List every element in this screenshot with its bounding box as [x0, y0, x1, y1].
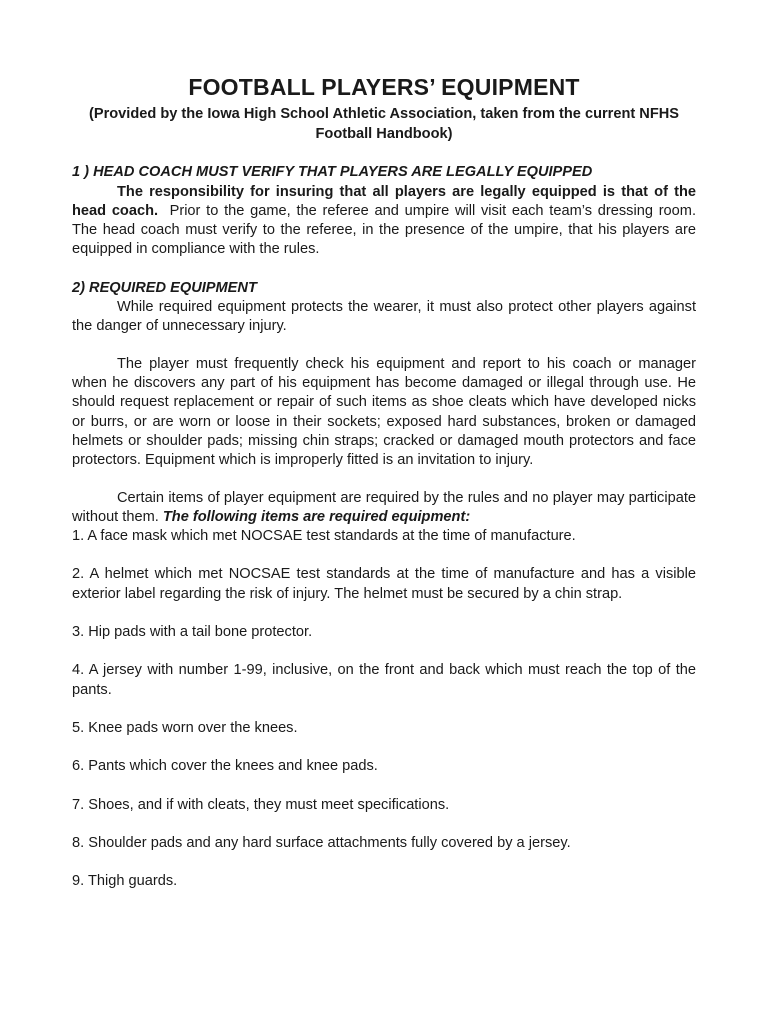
list-item: 2. A helmet which met NOCSAE test standards at the time of manufacture and has a visible exterior label regarding the risk of injury. The helmet must be secured by a chin strap.: [72, 566, 696, 602]
required-equipment-list: [72, 527, 696, 891]
list-item: 7. Shoes, and if with cleats, they must meet specifications.: [72, 796, 450, 813]
document-title: FOOTBALL PLAYERS’ EQUIPMENT: [188, 74, 580, 100]
section-required-equipment: [72, 279, 696, 892]
list-item: 4. A jersey with number 1-99, inclusive, on the front and back which must reach the top of the pants.: [72, 662, 696, 698]
section-1-paragraph: [72, 183, 696, 260]
list-item: 9. Thigh guards.: [72, 873, 178, 890]
section-1-heading: 1 ) HEAD COACH MUST VERIFY THAT PLAYERS ARE LEGALLY EQUIPPED: [72, 164, 593, 180]
section-head-coach: [72, 163, 696, 260]
section-1-bold-lead: The responsibility for insuring that all players are legally equipped is that of the head coach.: [72, 183, 696, 219]
list-item: 1. A face mask which met NOCSAE test standards at the time of manufacture.: [72, 528, 576, 545]
document-page: [72, 72, 696, 910]
section-2-paragraph-3-emphasis: The following items are required equipment:: [162, 508, 471, 525]
section-2-heading: 2) REQUIRED EQUIPMENT: [72, 279, 257, 296]
list-item: 5. Knee pads worn over the knees.: [72, 719, 298, 736]
document-subtitle: (Provided by the Iowa High School Athletic Association, taken from the current NFHS Football Handbook): [88, 106, 680, 142]
section-2-paragraph-2: The player must frequently check his equipment and report to his coach or manager when he discovers any part of his equipment has become damaged or illegal through use. He should request replacement or repair of such items as shoe cleats which have developed nicks or burrs, or are worn or loose in their sockets; exposed hard substances, broken or damaged helmets or shoulder pads; missing chin straps; cracked or damaged mouth protectors and face protectors. Equipment which is improperly fitted is an invitation to injury.: [72, 355, 696, 469]
section-2-paragraph-3-text: Certain items of player equipment are required by the rules and no player may participate without them.: [72, 489, 696, 525]
section-2-paragraph-1: While required equipment protects the wearer, it must also protect other players against the danger of unnecessary injury.: [72, 299, 696, 335]
list-item: 8. Shoulder pads and any hard surface attachments fully covered by a jersey.: [72, 834, 571, 851]
list-item: 3. Hip pads with a tail bone protector.: [72, 624, 313, 641]
section-1-body: Prior to the game, the referee and umpire will visit each team’s dressing room. The head coach must verify to the referee, in the presence of the umpire, that his players are equipped in compliance with the rules.: [72, 202, 697, 258]
section-2-paragraph-3: [72, 489, 696, 528]
list-item: 6. Pants which cover the knees and knee pads.: [72, 758, 378, 775]
